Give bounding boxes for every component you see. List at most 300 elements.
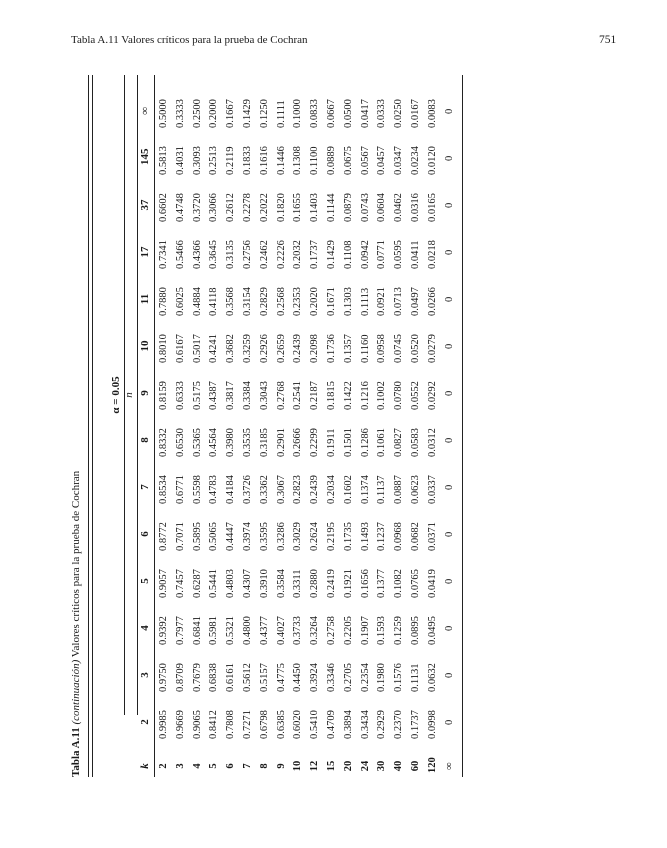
table-cell: 0.5598 xyxy=(191,475,203,504)
table-cell: 0.3067 xyxy=(275,475,287,504)
table-cell: 0.2462 xyxy=(258,240,270,269)
table-cell: 0.3894 xyxy=(342,710,354,739)
table-cell: 0.4447 xyxy=(225,522,237,551)
table-cell: 0.2659 xyxy=(275,334,287,363)
table-cell: 0.9669 xyxy=(174,710,186,739)
table-cell: 0.2568 xyxy=(275,287,287,316)
table-cell: 0.0623 xyxy=(410,475,421,504)
table-cell: 0.3584 xyxy=(275,569,287,598)
table-cell: 0.1911 xyxy=(326,428,337,457)
table-cell: 0.4241 xyxy=(208,334,220,363)
n-header-6: 8 xyxy=(139,437,151,443)
table-cell: 0.1250 xyxy=(258,99,270,128)
table-cell: 0.4027 xyxy=(275,616,287,645)
table-cell: 0 xyxy=(443,249,455,255)
table-cell: 0.0457 xyxy=(376,146,388,175)
table-cell: 0.0765 xyxy=(410,569,421,598)
table-cell: 0.5065 xyxy=(208,522,220,551)
n-header-4: 6 xyxy=(139,531,151,537)
table-cell: 0.0595 xyxy=(393,240,405,269)
table-cell: 0.2353 xyxy=(292,287,304,316)
page-number: 751 xyxy=(599,34,617,46)
table-row xyxy=(444,75,461,777)
table-cell: 0.0497 xyxy=(410,287,421,316)
table-cell: 0.3384 xyxy=(242,381,253,410)
table-cell: 0.5895 xyxy=(191,522,203,551)
table-cell: 0.0771 xyxy=(376,240,388,269)
table-cell: 0.2278 xyxy=(242,193,253,222)
table-cell: 0.1237 xyxy=(376,522,388,551)
table-cell: 0.4775 xyxy=(275,663,287,692)
k-value: 60 xyxy=(410,760,421,772)
header-rule xyxy=(154,75,155,777)
table-cell: 0.6798 xyxy=(258,710,270,739)
table-cell: 0.0780 xyxy=(393,381,405,410)
table-cell: 0.1671 xyxy=(326,287,337,316)
k-value: 12 xyxy=(309,760,321,772)
table-cell: 0.8772 xyxy=(158,522,169,551)
table-cell: 0.1259 xyxy=(393,616,405,645)
table-cell: 0.1446 xyxy=(275,146,287,175)
table-cell: 0.6333 xyxy=(174,381,186,410)
table-cell: 0.4450 xyxy=(292,663,304,692)
table-cell: 0.9750 xyxy=(158,663,169,692)
n-header-0: 2 xyxy=(139,719,151,725)
table-cell: 0.3135 xyxy=(225,240,237,269)
table-cell: 0.0417 xyxy=(359,99,371,128)
table-cell: 0.2205 xyxy=(342,616,354,645)
table-cell: 0.4031 xyxy=(174,146,186,175)
table-cell: 0.0968 xyxy=(393,522,405,551)
table-cell: 0.5000 xyxy=(158,99,169,128)
table-cell: 0.4118 xyxy=(208,287,220,316)
n-header-2: 4 xyxy=(139,625,151,631)
table-cell: 0.5365 xyxy=(191,428,203,457)
table-cell: 0.2354 xyxy=(359,663,371,692)
table-cell: 0.1921 xyxy=(342,569,354,598)
table-row xyxy=(225,75,242,777)
table-cell: 0.5175 xyxy=(191,381,203,410)
n-header-11: 37 xyxy=(139,199,151,211)
table-cell: 0.0632 xyxy=(426,663,438,692)
table-cell: 0.7880 xyxy=(158,287,169,316)
n-header-9: 11 xyxy=(139,293,151,305)
table-cell: 0.1111 xyxy=(275,100,287,128)
table-cell: 0.3333 xyxy=(174,99,186,128)
table-row xyxy=(360,75,377,777)
table-cell: 0.3154 xyxy=(242,287,253,316)
table-cell: 0.1429 xyxy=(326,240,337,269)
n-rule xyxy=(137,75,138,715)
table-cell: 0.2032 xyxy=(292,240,304,269)
table-cell: 0.1137 xyxy=(376,475,388,504)
table-cell: 0.3733 xyxy=(292,616,304,645)
table-cell: 0.9392 xyxy=(158,616,169,645)
table-cell: 0.1667 xyxy=(225,99,237,128)
table-cell: 0.2187 xyxy=(309,381,321,410)
table-cell: 0.6161 xyxy=(225,663,237,692)
caption-continuation: (continuación) xyxy=(70,659,82,725)
table-cell: 0 xyxy=(443,625,455,631)
k-column-header: k xyxy=(139,763,151,769)
table-cell: 0.1815 xyxy=(326,381,337,410)
table-row xyxy=(208,75,225,777)
table-cell: 0 xyxy=(443,531,455,537)
table-cell: 0.1735 xyxy=(342,522,354,551)
table-cell: 0.1422 xyxy=(342,381,354,410)
table-cell: 0.3029 xyxy=(292,522,304,551)
alpha-label: α = 0.05 xyxy=(110,376,122,414)
table-cell: 0.0312 xyxy=(426,428,438,457)
table-cell: 0.2299 xyxy=(309,428,321,457)
k-value: 8 xyxy=(258,763,270,769)
table-cell: 0.6838 xyxy=(208,663,220,692)
table-cell: 0 xyxy=(443,390,455,396)
table-cell: 0.6167 xyxy=(174,334,186,363)
table-cell: 0.4783 xyxy=(208,475,220,504)
table-cell: 0.7071 xyxy=(174,522,186,551)
table-cell: 0.2823 xyxy=(292,475,304,504)
table-row xyxy=(326,75,343,777)
table-cell: 0.2020 xyxy=(309,287,321,316)
table-cell: 0.5017 xyxy=(191,334,203,363)
table-cell: 0.8332 xyxy=(158,428,169,457)
table-cell: 0.0495 xyxy=(426,616,438,645)
table-cell: 0.5466 xyxy=(174,240,186,269)
k-value: 4 xyxy=(191,763,203,769)
table-cell: 0.8534 xyxy=(158,475,169,504)
rotated-table-block xyxy=(70,75,455,777)
table-cell: 0.0604 xyxy=(376,193,388,222)
table-cell: 0.2000 xyxy=(208,99,220,128)
table-cell: 0 xyxy=(443,672,455,678)
table-cell: 0.2119 xyxy=(225,146,237,175)
table-cell: 0.0167 xyxy=(410,99,421,128)
table-cell: 0.6020 xyxy=(292,710,304,739)
table-cell: 0.0667 xyxy=(326,99,337,128)
table-cell: 0.0745 xyxy=(393,334,405,363)
table-cell: 0.0889 xyxy=(326,146,337,175)
table-cell: 0.1216 xyxy=(359,381,371,410)
table-cell: 0.3185 xyxy=(258,428,270,457)
table-cell: 0.2756 xyxy=(242,240,253,269)
table-cell: 0.0743 xyxy=(359,193,371,222)
table-cell: 0.2419 xyxy=(326,569,337,598)
n-label: n xyxy=(123,392,135,398)
table-cell: 0 xyxy=(443,578,455,584)
table-cell: 0.1593 xyxy=(376,616,388,645)
table-cell: 0.4884 xyxy=(191,287,203,316)
table-cell: 0.0921 xyxy=(376,287,388,316)
table-cell: 0.2226 xyxy=(275,240,287,269)
table-cell: 0.2098 xyxy=(309,334,321,363)
table-cell: 0.5321 xyxy=(225,616,237,645)
table-cell: 0.2612 xyxy=(225,193,237,222)
running-head: Tabla A.11 Valores críticos para la prueba de Cochran xyxy=(71,34,308,46)
table-cell: 0.0234 xyxy=(410,146,421,175)
table-cell: 0.1602 xyxy=(342,475,354,504)
table-cell: 0.3974 xyxy=(242,522,253,551)
top-rule xyxy=(88,75,89,777)
table-cell: 0.1082 xyxy=(393,569,405,598)
table-cell: 0.2370 xyxy=(393,710,405,739)
table-cell: 0 xyxy=(443,484,455,490)
table-cell: 0.0833 xyxy=(309,99,321,128)
k-value: 40 xyxy=(393,760,405,772)
table-cell: 0.3434 xyxy=(359,710,371,739)
table-cell: 0.1113 xyxy=(359,287,371,316)
k-value: 20 xyxy=(342,760,354,772)
table-cell: 0 xyxy=(443,108,455,114)
k-value: 24 xyxy=(359,760,371,772)
table-cell: 0.2829 xyxy=(258,287,270,316)
table-row xyxy=(276,75,293,777)
k-value: 7 xyxy=(242,763,253,769)
table-row xyxy=(393,75,410,777)
table-cell: 0.0520 xyxy=(410,334,421,363)
table-cell: 0.1002 xyxy=(376,381,388,410)
table-cell: 0.4377 xyxy=(258,616,270,645)
table-cell: 0.0887 xyxy=(393,475,405,504)
table-cell: 0.0120 xyxy=(426,146,438,175)
table-cell: 0.8709 xyxy=(174,663,186,692)
table-cell: 0.0998 xyxy=(426,710,438,739)
table-cell: 0.5981 xyxy=(208,616,220,645)
k-value: 3 xyxy=(174,763,186,769)
table-cell: 0.4307 xyxy=(242,569,253,598)
table-cell: 0.2439 xyxy=(292,334,304,363)
n-header-13: ∞ xyxy=(139,107,151,115)
table-cell: 0.4366 xyxy=(191,240,203,269)
table-cell: 0.2926 xyxy=(258,334,270,363)
table-cell: 0.3362 xyxy=(258,475,270,504)
table-cell: 0 xyxy=(443,296,455,302)
table-cell: 0.1000 xyxy=(292,99,304,128)
table-cell: 0 xyxy=(443,719,455,725)
k-value: 120 xyxy=(426,757,438,773)
table-row xyxy=(427,75,444,777)
table-cell: 0.4184 xyxy=(225,475,237,504)
table-cell: 0 xyxy=(443,202,455,208)
table-cell: 0.0333 xyxy=(376,99,388,128)
table-cell: 0.0713 xyxy=(393,287,405,316)
n-header-12: 145 xyxy=(139,148,151,165)
table-cell: 0.0250 xyxy=(393,99,405,128)
top-rule-inner xyxy=(92,75,93,777)
table-cell: 0.1108 xyxy=(342,240,354,269)
table-cell: 0.1736 xyxy=(326,334,337,363)
table-cell: 0.2901 xyxy=(275,428,287,457)
table-row xyxy=(410,75,427,777)
table-cell: 0.2758 xyxy=(326,616,337,645)
table-cell: 0.1833 xyxy=(242,146,253,175)
caption-label: Tabla A.11 xyxy=(70,727,82,777)
table-cell: 0.1576 xyxy=(393,663,405,692)
table-cell: 0.2195 xyxy=(326,522,337,551)
table-cell: 0.0347 xyxy=(393,146,405,175)
table-cell: 0.3346 xyxy=(326,663,337,692)
table-cell: 0.2513 xyxy=(208,146,220,175)
table-cell: 0.0218 xyxy=(426,240,438,269)
table-cell: 0.0682 xyxy=(410,522,421,551)
table-cell: 0.0942 xyxy=(359,240,371,269)
table-cell: 0.2929 xyxy=(376,710,388,739)
table-cell: 0.1100 xyxy=(309,146,321,175)
table-cell: 0.0462 xyxy=(393,193,405,222)
k-value: 30 xyxy=(376,760,388,772)
k-value: 9 xyxy=(275,763,287,769)
table-cell: 0.7977 xyxy=(174,616,186,645)
table-cell: 0.7679 xyxy=(191,663,203,692)
table-cell: 0.1980 xyxy=(376,663,388,692)
table-cell: 0.3720 xyxy=(191,193,203,222)
table-cell: 0.0279 xyxy=(426,334,438,363)
table-cell: 0.5157 xyxy=(258,663,270,692)
table-cell: 0.0411 xyxy=(410,240,421,269)
table-cell: 0.2022 xyxy=(258,193,270,222)
table-cell: 0.4800 xyxy=(242,616,253,645)
table-cell: 0.4803 xyxy=(225,569,237,598)
table-cell: 0.0500 xyxy=(342,99,354,128)
table-cell: 0.2034 xyxy=(326,475,337,504)
table-cell: 0.3682 xyxy=(225,334,237,363)
table-cell: 0.4387 xyxy=(208,381,220,410)
table-row xyxy=(192,75,209,777)
table-cell: 0.1374 xyxy=(359,475,371,504)
table-cell: 0.9985 xyxy=(158,710,169,739)
table-cell: 0.6530 xyxy=(174,428,186,457)
k-value: 6 xyxy=(225,763,237,769)
table-cell: 0.1303 xyxy=(342,287,354,316)
table-cell: 0.3093 xyxy=(191,146,203,175)
n-header-7: 9 xyxy=(139,390,151,396)
table-cell: 0.0337 xyxy=(426,475,438,504)
table-cell: 0.0552 xyxy=(410,381,421,410)
table-cell: 0.3066 xyxy=(208,193,220,222)
table-cell: 0 xyxy=(443,437,455,443)
table-row xyxy=(343,75,360,777)
table-cell: 0.0292 xyxy=(426,381,438,410)
table-cell: 0.1737 xyxy=(410,710,421,739)
table-cell: 0.6287 xyxy=(191,569,203,598)
table-cell: 0.4748 xyxy=(174,193,186,222)
table-cell: 0.0316 xyxy=(410,193,421,222)
table-cell: 0.2666 xyxy=(292,428,304,457)
table-cell: 0.1737 xyxy=(309,240,321,269)
table-cell: 0.1429 xyxy=(242,99,253,128)
k-value: 2 xyxy=(158,763,169,769)
n-header-5: 7 xyxy=(139,484,151,490)
table-cell: 0.1493 xyxy=(359,522,371,551)
table-cell: 0.7341 xyxy=(158,240,169,269)
table-cell: 0.3910 xyxy=(258,569,270,598)
n-header-10: 17 xyxy=(139,246,151,258)
table-cell: 0.4709 xyxy=(326,710,337,739)
table-row xyxy=(309,75,326,777)
table-cell: 0.0675 xyxy=(342,146,354,175)
table-cell: 0.1286 xyxy=(359,428,371,457)
table-cell: 0.6385 xyxy=(275,710,287,739)
table-cell: 0.1616 xyxy=(258,146,270,175)
table-cell: 0.6771 xyxy=(174,475,186,504)
caption-title: Valores críticos para la prueba de Cochran xyxy=(70,470,82,658)
table-cell: 0.3726 xyxy=(242,475,253,504)
table-cell: 0.3595 xyxy=(258,522,270,551)
table-cell: 0.3259 xyxy=(242,334,253,363)
table-cell: 0.1501 xyxy=(342,428,354,457)
k-value: 5 xyxy=(208,763,220,769)
table-cell: 0.3924 xyxy=(309,663,321,692)
table-cell: 0.1907 xyxy=(359,616,371,645)
table-row xyxy=(158,75,175,777)
k-value: 10 xyxy=(292,760,304,772)
table-cell: 0.8412 xyxy=(208,710,220,739)
table-cell: 0.3311 xyxy=(292,569,304,598)
table-cell: 0.5410 xyxy=(309,710,321,739)
table-cell: 0.7271 xyxy=(242,710,253,739)
table-cell: 0 xyxy=(443,343,455,349)
table-cell: 0.6602 xyxy=(158,193,169,222)
table-cell: 0.2624 xyxy=(309,522,321,551)
table-cell: 0.1655 xyxy=(292,193,304,222)
table-cell: 0.1061 xyxy=(376,428,388,457)
table-cell: 0.8159 xyxy=(158,381,169,410)
table-cell: 0.9065 xyxy=(191,710,203,739)
table-cell: 0.2768 xyxy=(275,381,287,410)
table-cell: 0.1144 xyxy=(326,193,337,222)
table-cell: 0.1656 xyxy=(359,569,371,598)
table-cell: 0 xyxy=(443,155,455,161)
table-cell: 0.9057 xyxy=(158,569,169,598)
table-caption xyxy=(70,471,82,777)
table-row xyxy=(242,75,259,777)
table-cell: 0.0371 xyxy=(426,522,438,551)
table-cell: 0.1820 xyxy=(275,193,287,222)
n-header-3: 5 xyxy=(139,578,151,584)
n-header-8: 10 xyxy=(139,340,151,352)
table-cell: 0.0266 xyxy=(426,287,438,316)
n-header-1: 3 xyxy=(139,672,151,678)
table-cell: 0.0879 xyxy=(342,193,354,222)
table-row xyxy=(175,75,192,777)
table-cell: 0.0419 xyxy=(426,569,438,598)
table-cell: 0.3568 xyxy=(225,287,237,316)
bottom-rule xyxy=(462,75,463,777)
table-row xyxy=(259,75,276,777)
table-cell: 0.1131 xyxy=(410,663,421,692)
k-value: ∞ xyxy=(443,762,455,770)
table-cell: 0.0165 xyxy=(426,193,438,222)
table-cell: 0.7808 xyxy=(225,710,237,739)
table-cell: 0.1160 xyxy=(359,334,371,363)
table-cell: 0.0958 xyxy=(376,334,388,363)
table-cell: 0.3264 xyxy=(309,616,321,645)
table-cell: 0.3535 xyxy=(242,428,253,457)
table-cell: 0.5813 xyxy=(158,146,169,175)
table-cell: 0.3817 xyxy=(225,381,237,410)
table-cell: 0.1403 xyxy=(309,193,321,222)
table-cell: 0.0083 xyxy=(426,99,438,128)
table-cell: 0.3043 xyxy=(258,381,270,410)
table-cell: 0.3980 xyxy=(225,428,237,457)
table-row xyxy=(292,75,309,777)
column-header-row xyxy=(139,75,153,777)
table-cell: 0.7457 xyxy=(174,569,186,598)
table-cell: 0.2880 xyxy=(309,569,321,598)
table-cell: 0.6841 xyxy=(191,616,203,645)
table-cell: 0.5612 xyxy=(242,663,253,692)
table-cell: 0.3645 xyxy=(208,240,220,269)
